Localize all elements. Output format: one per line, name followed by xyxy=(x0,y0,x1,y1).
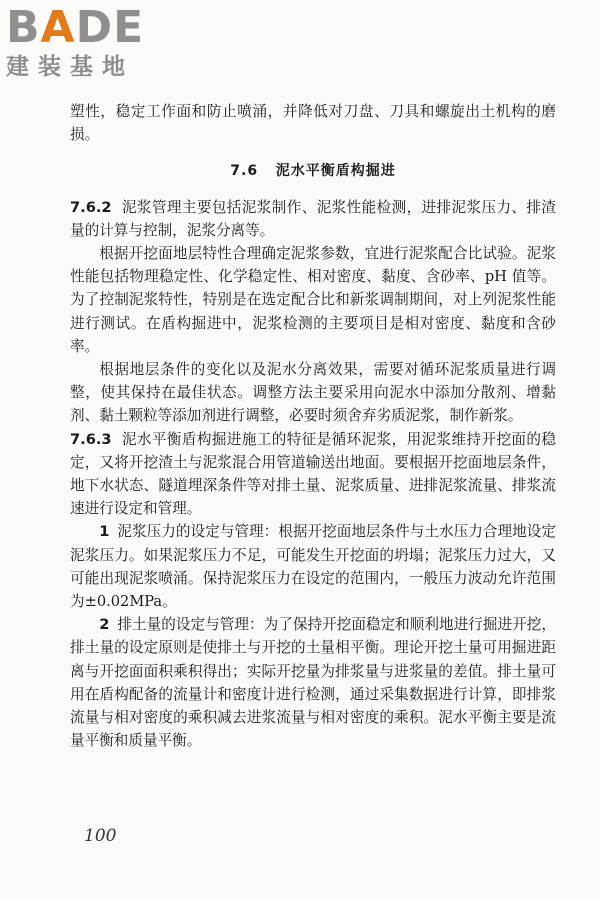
item-number: 1 xyxy=(99,523,110,541)
page-number: 100 xyxy=(84,826,117,846)
item-text: 泥浆压力的设定与管理：根据开挖面地层条件与土水压力合理地设定泥浆压力。如果泥浆压力不足，可能发生开挖面的坍塌；泥浆压力过大，又可能出现泥浆喷涌。保持泥浆压力在设定的范围内，一般压力波动允许范围为±0.02MPa。 xyxy=(70,523,556,611)
clause-paragraph xyxy=(70,196,556,242)
section-heading xyxy=(70,160,556,183)
clause-text: 泥水平衡盾构掘进施工的特征是循环泥浆，用泥浆维持开挖面的稳定，又将开挖渣土与泥浆混合用管道输送出地面。要根据开挖面地层条件，地下水状态、隧道埋深条件等对排土量、泥浆质量、进排泥浆流量、排浆流速进行设定和管理。 xyxy=(70,430,556,518)
item-number: 2 xyxy=(99,616,110,634)
brand-tagline: 建装基地 xyxy=(6,54,134,80)
list-item xyxy=(70,613,556,752)
brand-logo-mark: BADE xyxy=(6,2,145,53)
brand-logo xyxy=(6,4,181,80)
body-paragraph: 根据地层条件的变化以及泥水分离效果，需要对循环泥浆质量进行调整，使其保持在最佳状态。调整方法主要采用向泥水中添加分散剂、增黏剂、黏土颗粒等添加剂进行调整，必要时须舍弃劣质泥浆，制作新浆。 xyxy=(70,361,556,425)
section-title: 泥水平衡盾构掘进 xyxy=(275,163,396,180)
clause-number: 7.6.3 xyxy=(70,430,112,448)
body-paragraph: 根据开挖面地层特性合理确定泥浆参数，宜进行泥浆配合比试验。泥浆性能包括物理稳定性、化学稳定性、相对密度、黏度、含砂率、pH 值等。为了控制泥浆特性，特别是在选定配合比和新浆调制期间，对上列泥浆性能进行测试。在盾构掘进中，泥浆检测的主要项目是相对密度、黏度和含砂率。 xyxy=(70,245,556,355)
list-item xyxy=(70,520,556,613)
intro-paragraph: 塑性，稳定工作面和防止喷涌，并降低对刀盘、刀具和螺旋出土机构的磨损。 xyxy=(70,103,556,144)
clause-number: 7.6.2 xyxy=(70,198,112,216)
section-number: 7.6 xyxy=(230,163,259,180)
document-body xyxy=(70,100,556,752)
clause-text: 泥浆管理主要包括泥浆制作、泥浆性能检测，进排泥浆压力、排渣量的计算与控制，泥浆分离等。 xyxy=(70,198,556,239)
clause-paragraph xyxy=(70,428,556,521)
item-text: 排土量的设定与管理：为了保持开挖面稳定和顺利地进行掘进开挖，排土量的设定原则是使排土与开挖的土量相平衡。理论开挖土量可用掘进距离与开挖面面积乘积得出；实际开挖量为排浆量与进浆量的差值。排土量可用在盾构配备的流量计和密度计进行检测，通过采集数据进行计算，即排浆流量与相对密度的乘积减去进浆流量与相对密度的乘积。泥水平衡主要是流量平衡和质量平衡。 xyxy=(70,616,556,750)
